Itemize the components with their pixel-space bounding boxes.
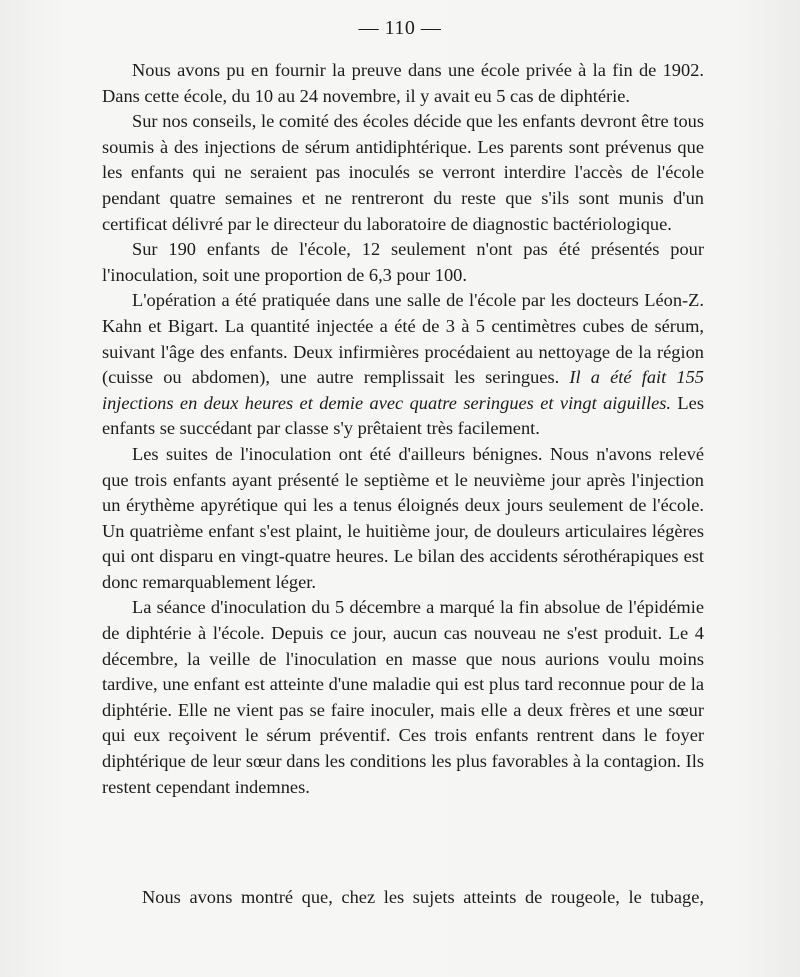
paragraph-4-italic: Il a été fait 155 injections en deux heures et demie avec quatre seringues et vingt aiguilles. bbox=[102, 367, 704, 413]
paragraph-3: Sur 190 enfants de l'école, 12 seulement n'ont pas été présentés pour l'inoculation, soit une proportion de 6,3 pour 100. bbox=[102, 239, 704, 285]
paragraph-4 bbox=[102, 288, 704, 442]
closing-text bbox=[102, 885, 704, 911]
paragraph-1: Nous avons pu en fournir la preuve dans une école privée à la fin de 1902. Dans cette école, du 10 au 24 novembre, il y avait eu 5 cas de diphtérie. bbox=[102, 60, 704, 106]
page-number: — 110 — bbox=[358, 17, 442, 39]
closing-paragraph: Nous avons montré que, chez les sujets atteints de rougeole, le tubage, bbox=[142, 887, 704, 907]
paragraph-4-start: L'opération a été pratiquée dans une salle de l'école par les docteurs Léon-Z. Kahn et Bigart. La quantité injectée a été de 3 à 5 centimètres cubes de sérum, suivant l'âge des enfants. Deux infirmières procédaient au nettoyage de la région (cuisse ou abdomen), une autre remplissait les seringues. bbox=[102, 290, 704, 388]
main-text bbox=[102, 58, 704, 800]
paragraph-6: La séance d'inoculation du 5 décembre a marqué la fin absolue de l'épidémie de diphtérie à l'école. Depuis ce jour, aucun cas nouveau ne s'est produit. Le 4 décembre, la veille de l'inoculation en masse que nous aurions voulu moins tardive, une enfant est atteinte d'une maladie qui est plus tard reconnue pour de la diphtérie. Elle ne vient pas se faire inoculer, mais elle a deux frères et une sœur qui eux reçoivent le sérum préventif. Ces trois enfants rentrent dans le foyer diphtérique de leur sœur dans les conditions les plus favorables à la contagion. Ils restent cependant indemnes. bbox=[102, 597, 704, 797]
paragraph-2: Sur nos conseils, le comité des écoles décide que les enfants devront être tous soumis à des injections de sérum antidiphtérique. Les parents sont prévenus que les enfants qui ne seraient pas inoculés se verront interdire l'accès de l'école pendant quatre semaines et ne rentreront du reste que s'ils sont munis d'un certificat délivré par le directeur du laboratoire de diagnostic bactériologique. bbox=[102, 111, 704, 234]
paragraph-4-end: Les enfants se succédant par classe s'y prêtaient très facilement. bbox=[102, 392, 704, 439]
paragraph-5: Les suites de l'inoculation ont été d'ailleurs bénignes. Nous n'avons relevé que trois enfants ayant présenté le septième et le neuvième jour après l'injection un érythème apyrétique qui les a tenus éloignés deux jours seulement de l'école. Un quatrième enfant s'est plaint, le huitième jour, de douleurs articulaires légères qui ont disparu en vingt-quatre heures. Le bilan des accidents sérothérapiques est donc remarquablement léger. bbox=[102, 443, 704, 592]
